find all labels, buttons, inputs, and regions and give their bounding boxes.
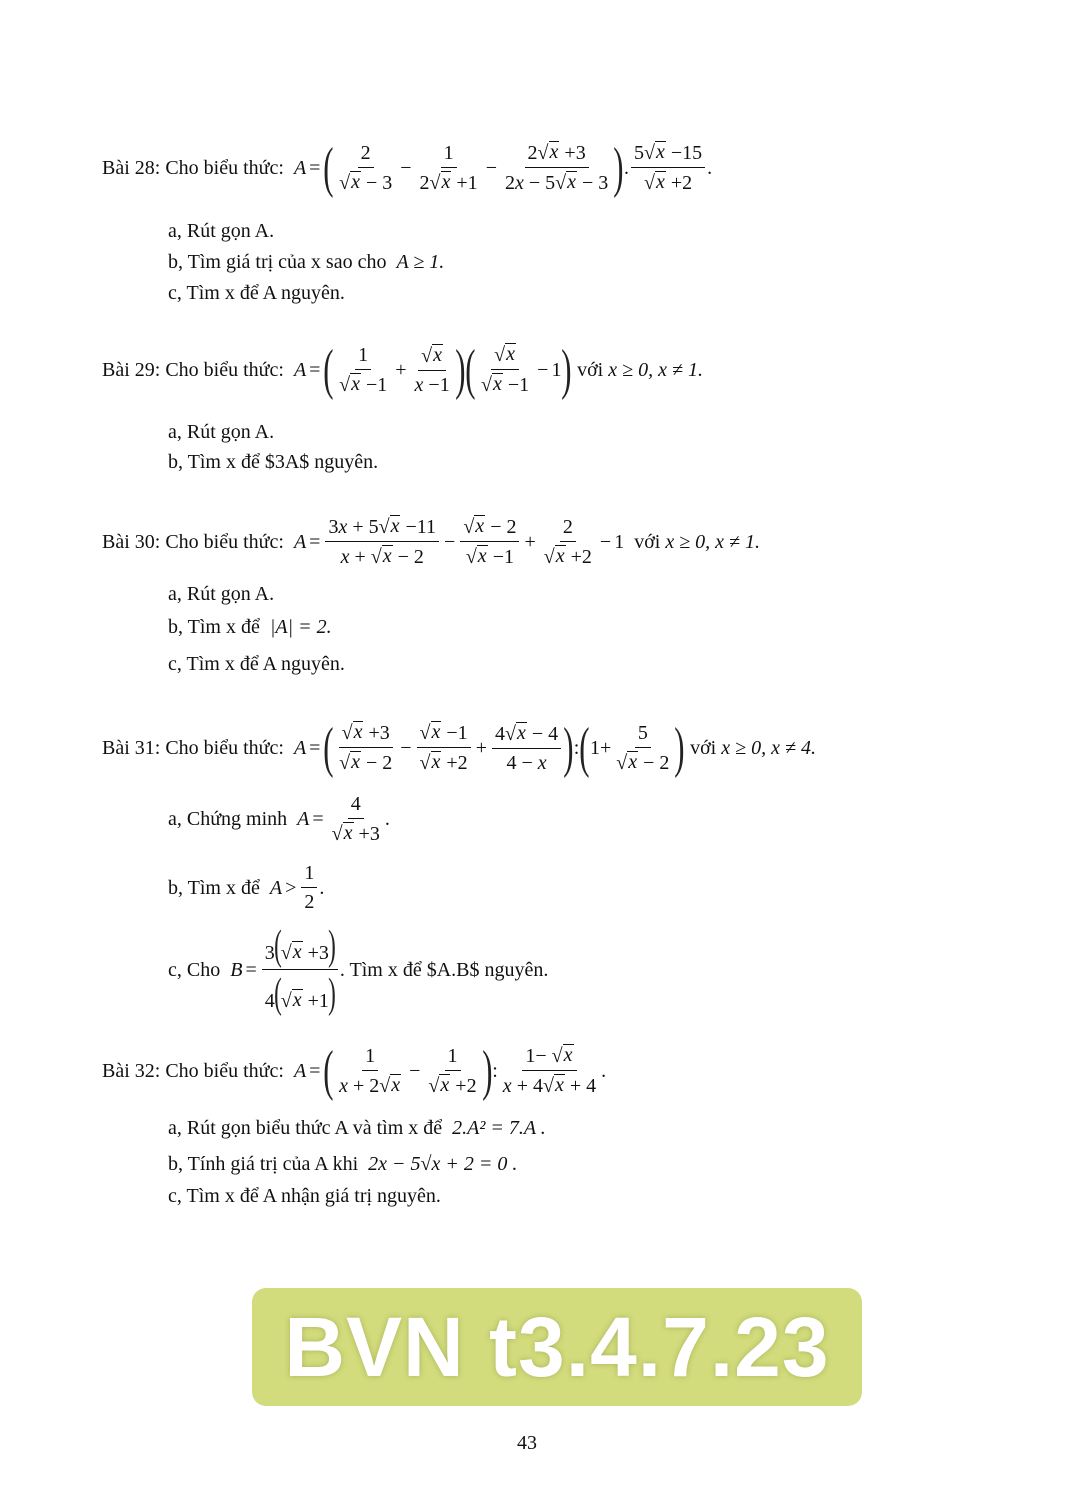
condition-word: với [634,530,661,553]
problem-28-part-a [168,220,274,243]
problem-30-part-c [168,653,345,676]
part-math: 2x − 5√x + 2 = 0 . [368,1153,518,1175]
part-text: b, Tính giá trị của A khi [168,1153,359,1175]
part-text: a, Rút gọn biểu thức A và tìm x để [168,1117,443,1139]
problem-expression: A = ( √ x +3 √ x − 2 − √ x −1 √ x +2 + 4 √ x − 4 4 − x ) : ( 1+ 5 √ x − 2 ) với x ≥ 0, x ≠ 4. [293,717,816,779]
part-text: a, Rút gọn A. [168,421,275,443]
problem-expression: A = 3x + 5 √ x −11 x + √ x − 2 − √ x − 2 √ x −1 + 2 √ x +2 − 1 với x ≥ 0, x ≠ 1. [293,515,761,568]
problem-label: Bài 28: Cho biểu thức: [102,156,284,179]
problem-29-part-b [168,451,378,474]
problem-expression: A = ( 2 √ x − 3 − 1 2 √ x +1 − 2 √ x +3 2x − 5 √ x − 3 ) . 5 √ x −15 √ x +2 . [293,137,713,199]
part-math: B = 3( √ x +3) 4( √ x +1) [230,925,340,1015]
part-text: b, Tìm giá trị của x sao cho [168,251,387,273]
part-math: A ≥ 1. [396,251,445,273]
problem-28 [102,137,713,199]
banner-text: BVN t3.4.7.23 [284,1299,830,1394]
part-text: c, Tìm x để A nguyên. [168,653,345,675]
problem-31-part-a [168,793,390,846]
part-text: c, Tìm x để A nguyên. [168,282,345,304]
part-text: c, Cho [168,958,221,981]
part-math: A > $\frac{1}{2}$ . [269,862,325,913]
part-math: 2.A² = 7.A . [452,1117,546,1139]
problem-30 [102,515,760,569]
problem-32-part-c [168,1185,441,1208]
condition: x ≥ 0, x ≠ 4. [721,736,816,759]
part-text: b, Tìm x để [168,616,260,638]
problem-31-part-b [168,862,324,914]
part-text: b, Tìm x để $3A$ nguyên. [168,451,379,473]
problem-29 [102,339,703,401]
problem-30-part-a [168,583,274,606]
problem-31-part-c [168,925,548,1015]
problem-32-part-a [168,1117,546,1140]
problem-32 [102,1040,607,1102]
problem-32-part-b [168,1153,517,1176]
part-text: c, Tìm x để A nhận giá trị nguyên. [168,1185,441,1207]
watermark-banner [252,1288,862,1406]
part-text: b, Tìm x để [168,876,260,899]
problem-expression: A = ( 1 x + 2 √ x − 1 √ x +2 ) : 1− √ x x + 4 √ x + 4 . [293,1040,607,1102]
condition-word: với [690,736,717,759]
problem-expression: A = ( 1 √ x −1 + √ x x −1 ) ( √ x √ x −1 − 1 ) với x ≥ 0, x ≠ 1. [293,339,703,401]
problem-28-part-c [168,282,345,305]
problem-label: Bài 31: Cho biểu thức: [102,736,284,759]
problem-31 [102,717,816,779]
condition: x ≥ 0, x ≠ 1. [608,358,703,381]
page-number: 43 [517,1432,537,1454]
problem-28-part-b [168,251,444,274]
part-text: a, Rút gọn A. [168,220,275,242]
problem-29-part-a [168,421,274,444]
part-text: a, Rút gọn A. [168,583,275,605]
problem-label: Bài 32: Cho biểu thức: [102,1059,284,1082]
part-math: A = 4 √ x +3 . [297,793,390,845]
problem-label: Bài 30: Cho biểu thức: [102,530,284,553]
condition: x ≥ 0, x ≠ 1. [665,530,761,553]
condition-word: với [577,358,604,381]
problem-30-part-b [168,616,332,639]
part-text-after: . Tìm x để $A.B$ nguyên. [339,958,549,981]
part-text: a, Chứng minh [168,808,288,830]
problem-label: Bài 29: Cho biểu thức: [102,358,284,381]
part-math: |A| = 2. [269,616,332,638]
